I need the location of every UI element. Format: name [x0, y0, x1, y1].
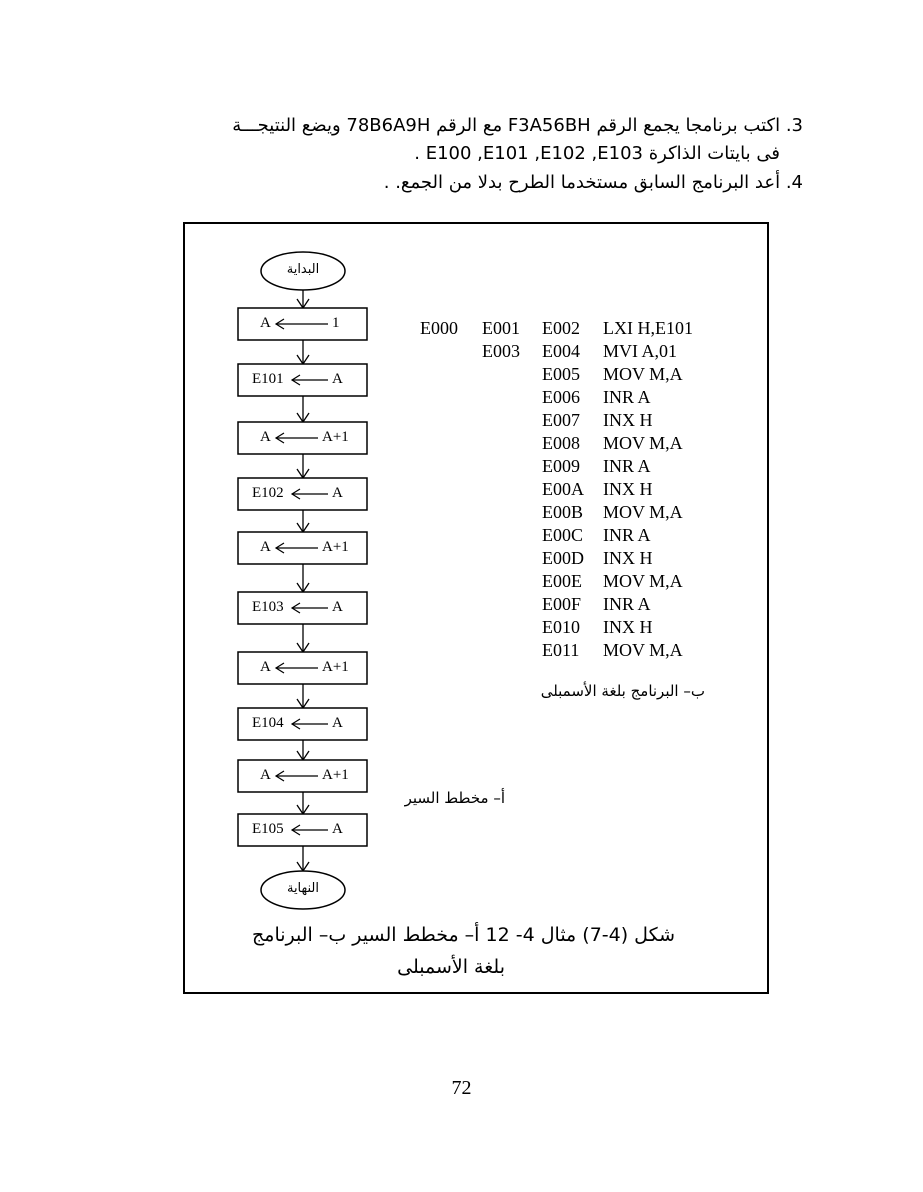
- assembly-instruction: MOV M,A: [603, 640, 683, 660]
- process-box-target: A: [260, 767, 271, 783]
- process-box-source: A+1: [322, 767, 349, 783]
- assembly-instruction: MOV M,A: [603, 433, 683, 453]
- process-box-source: A+1: [322, 539, 349, 555]
- assembly-address: E000: [420, 318, 458, 338]
- assembly-instruction: MOV M,A: [603, 502, 683, 522]
- process-box-source: A: [332, 485, 343, 501]
- assembly-address: E00D: [542, 548, 584, 568]
- assembly-instruction: INX H: [603, 548, 653, 568]
- assembly-address: E011: [542, 640, 580, 660]
- process-box-target: A: [260, 315, 271, 331]
- end-terminal-label: النهاية: [286, 881, 320, 896]
- figure-frame: [183, 222, 769, 994]
- page-number: 72: [451, 1077, 472, 1099]
- start-terminal-label: البداية: [286, 262, 320, 277]
- assembly-address: E003: [482, 341, 520, 361]
- assembly-instruction: MOV M,A: [603, 571, 683, 591]
- process-box-source: A: [332, 821, 343, 837]
- assembly-address: E00C: [542, 525, 584, 545]
- assembly-address: E001: [482, 318, 520, 338]
- process-box-source: A: [332, 715, 343, 731]
- process-box-target: A: [260, 659, 271, 675]
- process-box-target: A: [260, 429, 271, 445]
- assembly-address: E00F: [542, 594, 582, 614]
- assembly-address: E006: [542, 387, 580, 407]
- process-box-target: A: [260, 539, 271, 555]
- assembly-address: E005: [542, 364, 580, 384]
- process-box-source: 1: [332, 315, 340, 331]
- process-box-target: E105: [252, 821, 284, 837]
- process-box-target: E104: [252, 715, 284, 731]
- exercise-3-line-1: 3. اكتب برنامجا يجمع الرقم F3A56BH مع الرقم 78B6A9H ويضع النتيجـــة: [232, 115, 803, 136]
- assembly-address: E004: [542, 341, 580, 361]
- assembly-instruction: MOV M,A: [603, 364, 683, 384]
- assembly-instruction: INR A: [603, 594, 651, 614]
- assembly-instruction: INR A: [603, 525, 651, 545]
- flowchart-caption: أ– مخطط السير: [404, 789, 505, 807]
- assembly-instruction: LXI H,E101: [603, 318, 693, 338]
- assembly-instruction: INX H: [603, 410, 653, 430]
- process-box-source: A+1: [322, 659, 349, 675]
- process-box-source: A+1: [322, 429, 349, 445]
- assembly-address: E00A: [542, 479, 584, 499]
- assembly-address: E010: [542, 617, 580, 637]
- exercise-3-line-2: فى بايتات الذاكرة E100 ,E101 ,E102 ,E103 .: [414, 143, 780, 164]
- process-box-target: E102: [252, 485, 284, 501]
- assembly-address: E002: [542, 318, 580, 338]
- assembly-address: E00E: [542, 571, 582, 591]
- assembly-instruction: INR A: [603, 456, 651, 476]
- process-box-source: A: [332, 371, 343, 387]
- assembly-instruction: INX H: [603, 617, 653, 637]
- assembly-address: E008: [542, 433, 580, 453]
- assembly-address: E009: [542, 456, 580, 476]
- assembly-address: E00B: [542, 502, 584, 522]
- assembly-address: E007: [542, 410, 580, 430]
- assembly-caption: ب– البرنامج بلغة الأسمبلى: [540, 682, 705, 700]
- figure-caption-line-2: بلغة الأسمبلى: [397, 956, 505, 978]
- process-box-target: E101: [252, 371, 284, 387]
- exercise-4-line: 4. أعد البرنامج السابق مستخدما الطرح بدلا من الجمع. .: [383, 172, 803, 193]
- process-box-source: A: [332, 599, 343, 615]
- assembly-instruction: INX H: [603, 479, 653, 499]
- assembly-instruction: INR A: [603, 387, 651, 407]
- process-box-target: E103: [252, 599, 284, 615]
- figure-caption-line-1: شكل (4-7) مثال 4- 12 أ– مخطط السير ب– البرنامج: [252, 924, 675, 946]
- assembly-instruction: MVI A,01: [603, 341, 678, 361]
